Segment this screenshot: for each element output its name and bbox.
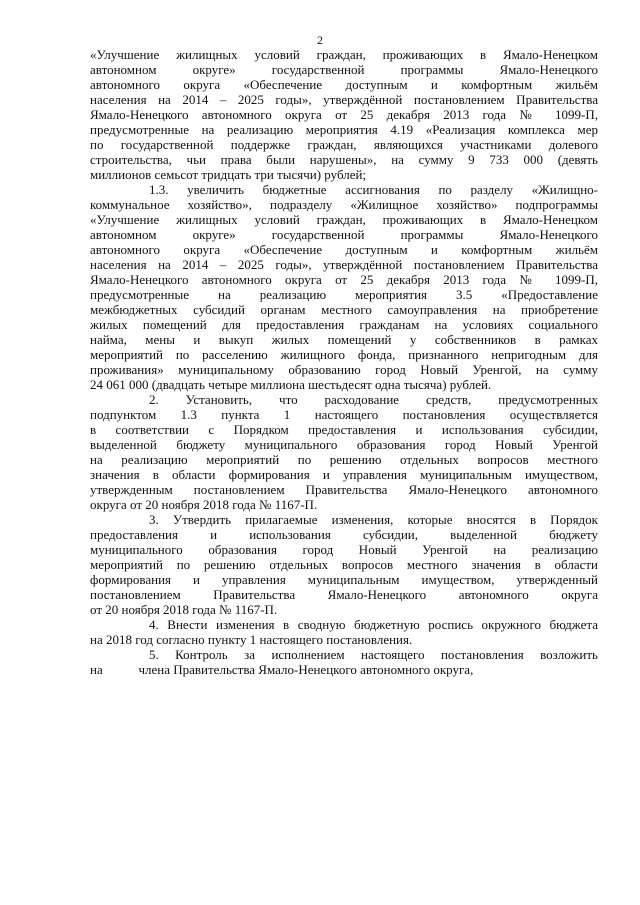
text-line: на реализацию мероприятий по решению отдельных вопросов местного (90, 452, 598, 467)
text-line: автономном округе» государственной программы Ямало-Ненецкого (90, 62, 598, 77)
text-line: 4. Внести изменения в сводную бюджетную роспись окружного бюджета (149, 617, 598, 632)
text-line: на 2018 год согласно пункту 1 настоящего постановления. (90, 632, 413, 647)
text-line: предусмотренные на реализацию мероприятия 3.5 «Предоставление (90, 287, 598, 302)
text-line: муниципального образования город Новый Уренгой на реализацию (90, 542, 598, 557)
text-line: населения на 2014 – 2025 годы», утверждённой постановлением Правительства (90, 92, 598, 107)
text-line: автономного округа «Обеспечение доступным и комфортным жильём (90, 242, 598, 257)
document-body (90, 47, 598, 677)
text-line: автономном округе» государственной программы Ямало-Ненецкого (90, 227, 598, 242)
text-line: по государственной поддержке граждан, являющихся участниками долевого (90, 137, 598, 152)
text-line: постановлением Правительства Ямало-Ненецкого автономного округа (90, 587, 598, 602)
text-line: утвержденным постановлением Правительства Ямало-Ненецкого автономного (90, 482, 598, 497)
text-line: населения на 2014 – 2025 годы», утверждённой постановлением Правительства (90, 257, 598, 272)
text-line: Ямало-Ненецкого автономного округа от 25 декабря 2013 года № 1099-П, (90, 272, 598, 287)
text-line: подпунктом 1.3 пункта 1 настоящего постановления осуществляется (90, 407, 598, 422)
text-line: Ямало-Ненецкого автономного округа от 25 декабря 2013 года № 1099-П, (90, 107, 598, 122)
text-line: 2. Установить, что расходование средств, предусмотренных (149, 392, 598, 407)
text-line: предусмотренные на реализацию мероприятия 4.19 «Реализация комплекса мер (90, 122, 598, 137)
text-line: 24 061 000 (двадцать четыре миллиона шестьдесят одна тысяча) рублей. (90, 377, 492, 392)
text-line: строительства, чьи права были нарушены», на сумму 9 733 000 (девять (90, 152, 598, 167)
text-line: жилых помещений для предоставления гражданам на условиях социального (90, 317, 598, 332)
text-line: от 20 ноября 2018 года № 1167-П. (90, 602, 278, 617)
text-line: выделенной бюджету муниципального образования город Новый Уренгой (90, 437, 598, 452)
text-line: округа от 20 ноября 2018 года № 1167-П. (90, 497, 318, 512)
text-line: миллионов семьсот тридцать три тысячи) рублей; (90, 167, 367, 182)
text-line: в соответствии с Порядком предоставления и использования субсидии, (90, 422, 598, 437)
text-line: на члена Правительства Ямало-Ненецкого автономного округа, (90, 662, 474, 677)
text-line: мероприятий по расселению жилищного фонда, признанного непригодным для (90, 347, 598, 362)
page-number: 2 (317, 33, 323, 47)
text-line: 1.3. увеличить бюджетные ассигнования по разделу «Жилищно- (149, 182, 598, 197)
text-line: коммунальное хозяйство», подразделу «Жилищное хозяйство» подпрограммы (90, 197, 598, 212)
text-line: предоставления и использования субсидии, выделенной бюджету (90, 527, 598, 542)
text-line: автономного округа «Обеспечение доступным и комфортным жильём (90, 77, 598, 92)
text-line: «Улучшение жилищных условий граждан, проживающих в Ямало-Ненецком (90, 47, 598, 62)
text-line: мероприятий по решению отдельных вопросов местного значения в области (90, 557, 598, 572)
text-line: формирования и управления муниципальным имуществом, утвержденный (90, 572, 598, 587)
text-line: межбюджетных субсидий органам местного самоуправления на приобретение (90, 302, 598, 317)
text-line: 5. Контроль за исполнением настоящего постановления возложить (149, 647, 598, 662)
text-line: проживания» муниципальному образованию город Новый Уренгой, на сумму (90, 362, 598, 377)
text-line: 3. Утвердить прилагаемые изменения, которые вносятся в Порядок (149, 512, 598, 527)
text-line: значения в области формирования и управления муниципальным имуществом, (90, 467, 598, 482)
text-line: «Улучшение жилищных условий граждан, проживающих в Ямало-Ненецком (90, 212, 598, 227)
text-line: найма, мены и выкуп жилых помещений у собственников в рамках (90, 332, 598, 347)
